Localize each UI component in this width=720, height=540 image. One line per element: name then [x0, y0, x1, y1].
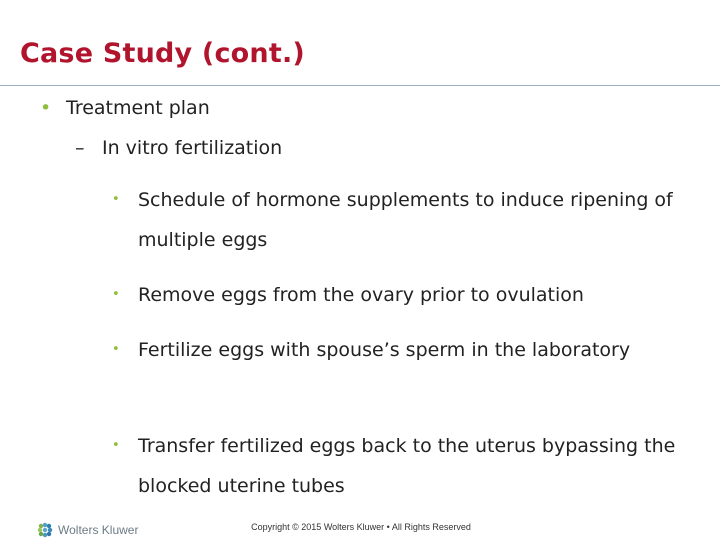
bullet-dot-icon: • [112, 438, 120, 453]
bullet-dot-icon: • [40, 97, 52, 119]
title-divider [0, 85, 720, 86]
slide-title: Case Study (cont.) [20, 38, 305, 69]
bullet-dot-icon: • [112, 342, 120, 357]
bullet-level3-text: Transfer fertilized eggs back to the uterus bypassing the blocked uterine tubes [138, 435, 676, 497]
copyright-text: Copyright © 2015 Wolters Kluwer • All Rights Reserved [251, 522, 471, 532]
copyright-notice [0, 522, 720, 532]
logo-text: Wolters Kluwer [58, 523, 139, 537]
bullet-dot-icon: • [112, 287, 120, 302]
bullet-level2-text: In vitro fertilization [102, 137, 283, 159]
bullet-level1-text: Treatment plan [66, 97, 210, 119]
dash-marker: – [75, 137, 85, 159]
bullet-level3-text: Fertilize eggs with spouse’s sperm in the laboratory [138, 339, 631, 361]
bullet-level3-text: Schedule of hormone supplements to induce ripening of multiple eggs [138, 189, 673, 251]
bullet-dot-icon: • [112, 192, 120, 207]
bullet-level3-text: Remove eggs from the ovary prior to ovulation [138, 284, 584, 306]
